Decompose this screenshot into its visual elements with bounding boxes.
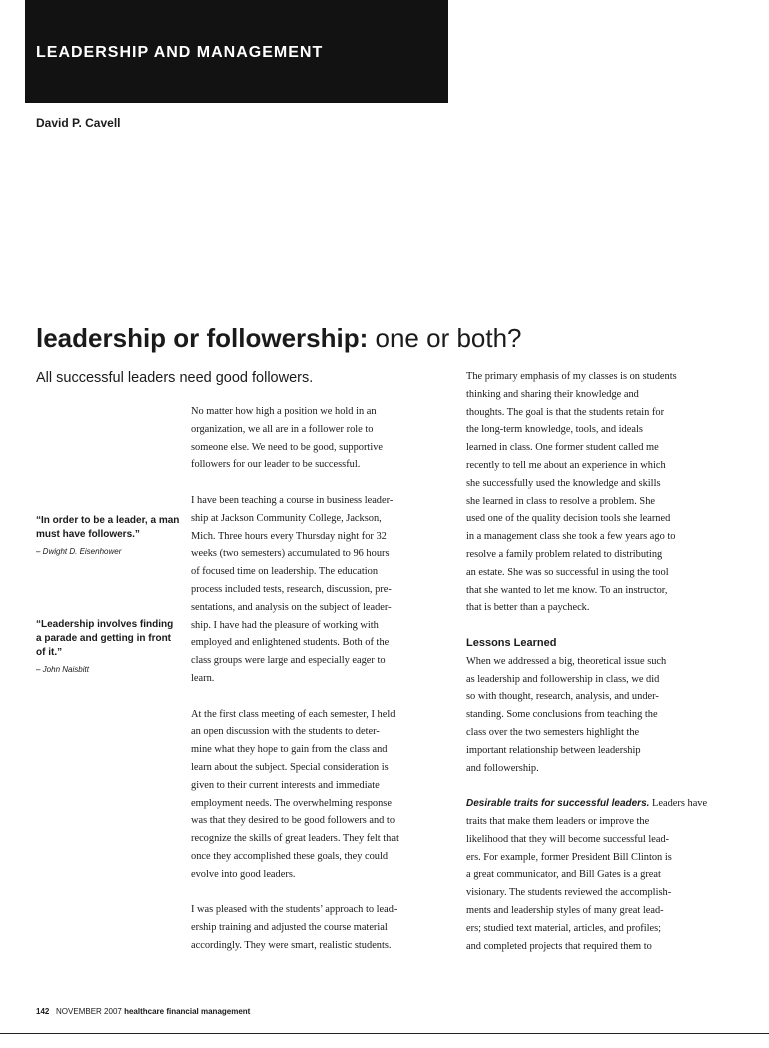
section-heading-lessons-learned: Lessons Learned	[466, 636, 557, 649]
publication-name: healthcare financial management	[124, 1007, 251, 1016]
page-footer	[36, 1007, 250, 1016]
pull-quote-text: “In order to be a leader, a man must have followers.”	[36, 515, 180, 540]
pull-quote-attribution: – John Naisbitt	[36, 665, 89, 674]
pull-quote-eisenhower	[36, 514, 181, 558]
body-paragraph-runin	[466, 795, 738, 955]
body-paragraph: I was pleased with the students’ approach to lead- ership training and adjusted the course material accordingly. They were smart, realistic students.	[191, 904, 398, 951]
body-column-middle	[191, 403, 455, 955]
pull-quote-text: “Leadership involves finding a parade and getting in front of it.”	[36, 619, 174, 658]
section-title: LEADERSHIP AND MANAGEMENT	[36, 44, 324, 61]
run-in-heading: Desirable traits for successful leaders.	[466, 798, 650, 810]
issue-date: NOVEMBER 2007	[56, 1007, 122, 1016]
body-paragraph: When we addressed a big, theoretical issue such as leadership and followership in class, we did so with thought, research, analysis, and under- standing. Some conclusions from teaching the class over the two semesters highlight the important relationship between leadership and followership.	[466, 655, 667, 774]
section-banner	[25, 0, 448, 103]
body-paragraph: I have been teaching a course in business leader- ship at Jackson Community College, Jackson, Mich. Three hours every Thursday night for 32 weeks (two semesters) accumulated to 96 hours of focused time on leadership. The education process included tests, research, discussion, pre- sentations, and analysis on the subject of leader- ship. I have had the pleasure of working with employed and enlightened students. Both of the class groups were large and especially eager to learn.	[191, 494, 394, 684]
article-subtitle: All successful leaders need good followers.	[36, 370, 314, 386]
page-number: 142	[36, 1007, 50, 1016]
run-in-text: Leaders have traits that make them leaders or improve the likelihood that they will become successful lead- ers. For example, former President Bill Clinton is a great communicator, and Bill Gates is a great visionary. The students reviewed the accomplish- ments and leadership styles of many great lead- ers; studied text material, articles, and profiles; and completed projects that required them to	[466, 798, 708, 952]
pull-quote-naisbitt	[36, 618, 181, 676]
pull-quote-attribution: – Dwight D. Eisenhower	[36, 547, 122, 556]
body-paragraph: At the first class meeting of each semester, I held an open discussion with the students to deter- mine what they hope to gain from the class and learn about the subject. Special consideration is given to their current interests and immediate employment needs. The overwhelming response was that they desired to be good followers and to recognize the skills of great leaders. They felt that once they accomplished these goals, they could evolve into good leaders.	[191, 708, 399, 880]
body-column-right	[466, 368, 738, 955]
article-title-rest: one or both?	[368, 323, 522, 353]
article-title-bold: leadership or followership:	[36, 323, 369, 353]
body-paragraph: The primary emphasis of my classes is on students thinking and sharing their knowledge and thoughts. The goal is that the students retain for the long-term knowledge, tools, and ideals learned in class. One former student called me recently to tell me about an experience in which she successfully used the knowledge and skills she learned in class to resolve a problem. She used one of the quality decision tools she learned in a management class she took a few years ago to resolve a family problem related to distributing an estate. She was so successful in using the tool that she wanted to let me know. To an instructor, that is better than a paycheck.	[466, 371, 677, 614]
article-title	[36, 322, 522, 354]
page-bottom-edge	[0, 1033, 769, 1048]
body-paragraph: No matter how high a position we hold in an organization, we all are in a follower role to someone else. We need to be good, supportive followers for our leader to be successful.	[191, 406, 384, 471]
author-byline: David P. Cavell	[36, 116, 121, 130]
